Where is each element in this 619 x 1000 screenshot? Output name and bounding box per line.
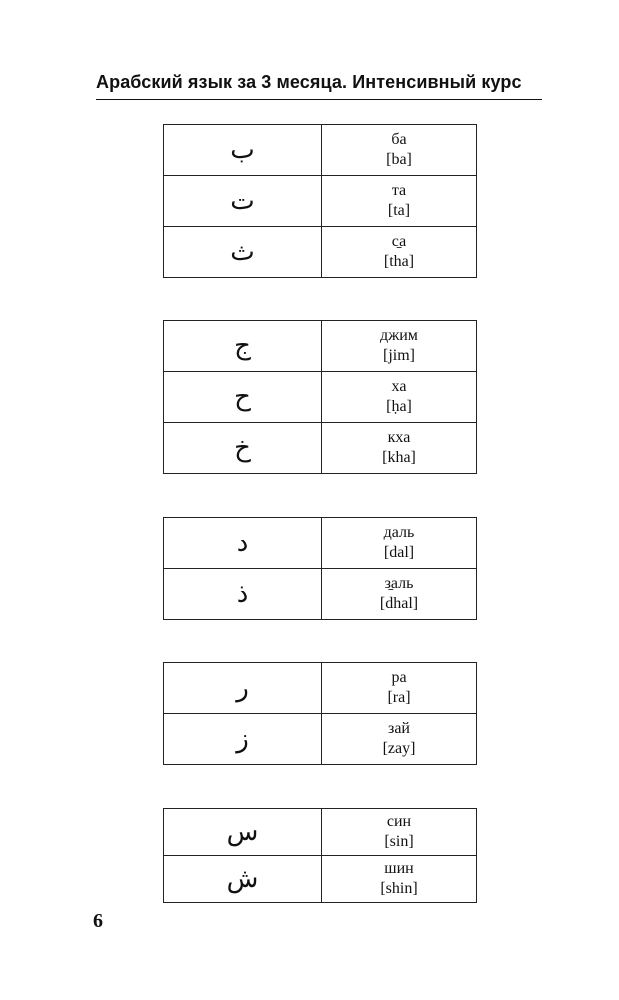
letter-name-cell bbox=[322, 663, 477, 714]
letter-name-russian: зай bbox=[388, 720, 410, 737]
letter-table-sin-shin bbox=[163, 808, 477, 903]
letter-name-cell bbox=[322, 372, 477, 423]
letter-name-russian: с̱а bbox=[391, 233, 407, 250]
header-rule bbox=[96, 99, 542, 100]
arabic-letter: ذ bbox=[164, 569, 322, 620]
table-row bbox=[164, 714, 477, 765]
letter-transliteration: [ta] bbox=[387, 202, 411, 219]
table-row bbox=[164, 125, 477, 176]
letter-transliteration: [tha] bbox=[383, 253, 415, 270]
letter-transliteration: [ḥa] bbox=[386, 398, 412, 415]
table-row bbox=[164, 176, 477, 227]
table-row bbox=[164, 663, 477, 714]
arabic-letter: ث bbox=[164, 227, 322, 278]
arabic-letter: ش bbox=[164, 856, 322, 903]
arabic-letter: ت bbox=[164, 176, 322, 227]
letter-name-russian: ба bbox=[391, 131, 407, 148]
letter-name-russian: та bbox=[391, 182, 407, 199]
table-row bbox=[164, 809, 477, 856]
arabic-letter: د bbox=[164, 518, 322, 569]
table-row bbox=[164, 856, 477, 903]
letter-name-russian: ха bbox=[391, 378, 407, 395]
letter-transliteration: [dal] bbox=[383, 544, 415, 561]
arabic-letter: ر bbox=[164, 663, 322, 714]
arabic-letter: س bbox=[164, 809, 322, 856]
table-row bbox=[164, 518, 477, 569]
letter-name-cell bbox=[322, 856, 477, 903]
letter-name-russian: син bbox=[386, 813, 412, 830]
page-number: 6 bbox=[93, 910, 103, 932]
letter-name-cell bbox=[322, 569, 477, 620]
letter-transliteration: [shin] bbox=[380, 880, 418, 897]
table-row bbox=[164, 423, 477, 474]
letter-transliteration: [ba] bbox=[386, 151, 412, 168]
letter-name-russian: з̱аль bbox=[384, 575, 414, 592]
letter-transliteration: [dhal] bbox=[379, 595, 419, 612]
running-head-title: Арабский язык за 3 месяца. Интенсивный курс bbox=[96, 72, 522, 92]
letter-name-cell bbox=[322, 321, 477, 372]
letter-transliteration: [zay] bbox=[382, 740, 416, 757]
table-row bbox=[164, 372, 477, 423]
arabic-letter: ح bbox=[164, 372, 322, 423]
letter-name-russian: даль bbox=[383, 524, 415, 541]
letter-table-ra-zay bbox=[163, 662, 477, 765]
arabic-letter: ز bbox=[164, 714, 322, 765]
letter-name-russian: кха bbox=[387, 429, 411, 446]
letter-name-cell bbox=[322, 423, 477, 474]
table-row bbox=[164, 569, 477, 620]
letter-name-cell bbox=[322, 125, 477, 176]
letter-name-cell bbox=[322, 227, 477, 278]
letter-transliteration: [sin] bbox=[384, 833, 414, 850]
arabic-letter: خ bbox=[164, 423, 322, 474]
letter-name-cell bbox=[322, 809, 477, 856]
letter-table-dal-dhal bbox=[163, 517, 477, 620]
letter-transliteration: [jim] bbox=[383, 347, 415, 364]
letter-name-cell bbox=[322, 176, 477, 227]
letter-transliteration: [kha] bbox=[382, 449, 416, 466]
table-row bbox=[164, 227, 477, 278]
letter-name-russian: шин bbox=[384, 860, 414, 877]
letter-transliteration: [ra] bbox=[387, 689, 411, 706]
arabic-letter: ج bbox=[164, 321, 322, 372]
table-row bbox=[164, 321, 477, 372]
letter-table-ba-ta-tha bbox=[163, 124, 477, 278]
letter-name-russian: ра bbox=[391, 669, 407, 686]
letter-name-cell bbox=[322, 518, 477, 569]
letter-name-russian: джим bbox=[380, 327, 418, 344]
letter-name-cell bbox=[322, 714, 477, 765]
arabic-letter: ب bbox=[164, 125, 322, 176]
letter-table-jim-ha-kha bbox=[163, 320, 477, 474]
